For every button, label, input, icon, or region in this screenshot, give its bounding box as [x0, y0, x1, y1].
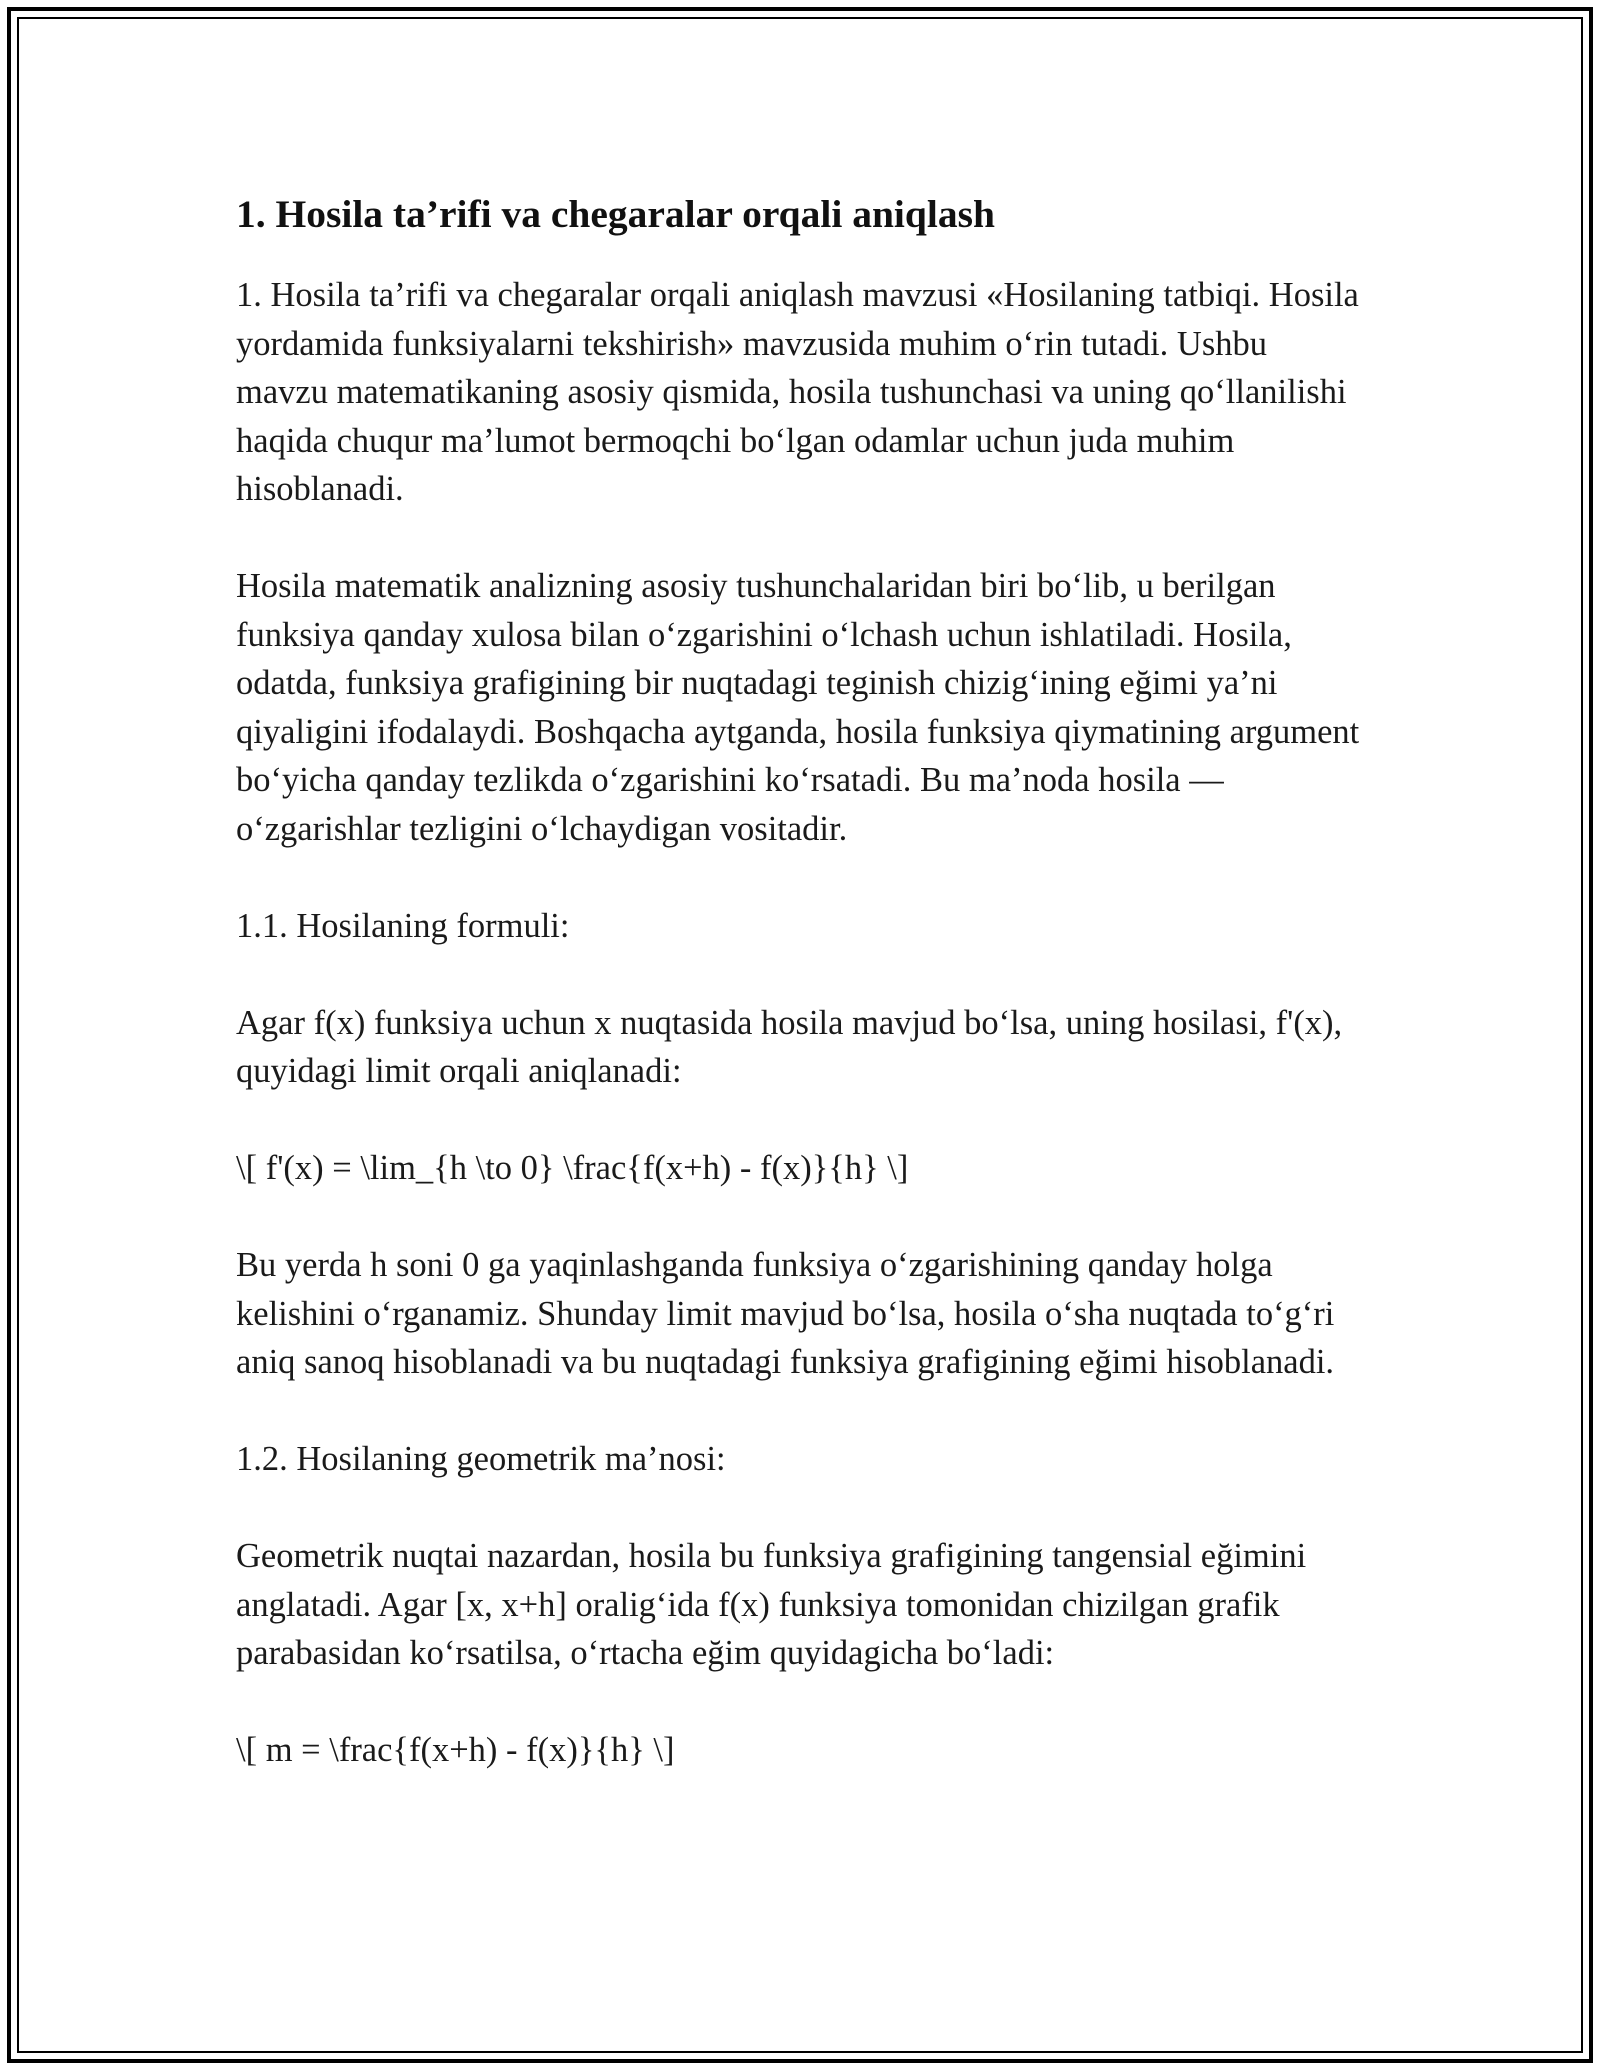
intro-paragraph: 1. Hosila ta’rifi va chegaralar orqali aniqlash mavzusi «Hosilaning tatbiqi. Hosila yordamida funksiyalarni tekshirish» mavzusida muhim o‘rin tutadi. Ushbu mavzu matematikaning asosiy qismida, hosila tushunchasi va uning qo‘llanilishi haqida chuqur ma’lumot bermoqchi bo‘lgan odamlar uchun juda muhim hisoblanadi. — [236, 276, 1359, 508]
geometric-paragraph: Geometrik nuqtai nazardan, hosila bu funksiya grafigining tangensial eğimini anglatadi. Agar [x, x+h] oralig‘ida f(x) funksiya tomonidan chizilgan grafik parabasidan ko‘rsatilsa, o‘rtacha eğim quyidagicha bo‘ladi: — [236, 1537, 1307, 1672]
document-title: 1. Hosila ta’rifi va chegaralar orqali aniqlash — [236, 192, 995, 236]
section-heading-geometric: 1.2. Hosilaning geometrik ma’nosi: — [236, 1440, 726, 1478]
definition-paragraph: Hosila matematik analizning asosiy tushunchalaridan biri bo‘lib, u berilgan funksiya qanday xulosa bilan o‘zgarishini o‘lchash uchun ishlatiladi. Hosila, odatda, funksiya grafigining bir nuqtadagi teginish chizig‘ining eğimi ya’ni qiyaligini ifodalaydi. Boshqacha aytganda, hosila funksiya qiymatining argument bo‘yicha qanday tezlikda o‘zgarishini ko‘rsatadi. Bu ma’noda hosila — o‘zgarishlar tezligini o‘lchaydigan vositadir. — [236, 567, 1360, 848]
slope-formula: \[ m = \frac{f(x+h) - f(x)}{h} \] — [236, 1731, 675, 1769]
formula-explanation-paragraph: Bu yerda h soni 0 ga yaqinlashganda funksiya o‘zgarishining qanday holga kelishini o‘rganamiz. Shunday limit mavjud bo‘lsa, hosila o‘sha nuqtada to‘g‘ri aniq sanoq hisoblanadi va bu nuqtadagi funksiya grafigining eğimi hisoblanadi. — [236, 1246, 1335, 1381]
section-heading-formula: 1.1. Hosilaning formuli: — [236, 906, 570, 945]
derivative-formula: \[ f'(x) = \lim_{h \to 0} \frac{f(x+h) - f(x)}{h} \] — [236, 1149, 909, 1187]
formula-intro-paragraph: Agar f(x) funksiya uchun x nuqtasida hosila mavjud bo‘lsa, uning hosilasi, f'(x), quyidagi limit orqali aniqlanadi: — [236, 1003, 1343, 1090]
document-body — [236, 186, 1366, 1775]
